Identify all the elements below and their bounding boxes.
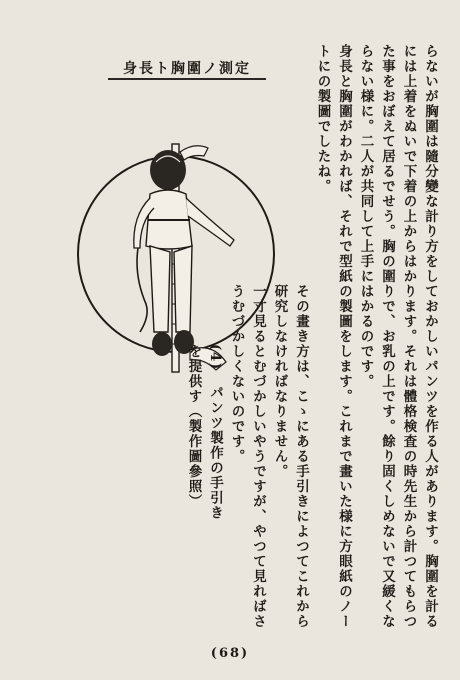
paragraph-pattern-drafting: 身長と胸圍がわかれば、それで型紙の製圖をします。これまで畫いた様に方眼紙のノートにの製圖でしたね。	[314, 44, 352, 629]
body-text	[128, 44, 440, 630]
section-heading: 身長ト胸圍ノ測定	[123, 61, 251, 77]
paragraph-measuring-chest: らないが胸圍は隨分變な計り方をしておかしいパンツを作る人があります。胸圍を計るには上着をぬいで下着の上からはかります。それは體格検査の時先生から計つてもらつた事をおぼえて居るでせう。胸の圍りで、お乳の上です。餘り固くしめないで又緩くならない様に。二人が共同して上手にはかるのです。	[357, 44, 438, 629]
section-number-heading: (4) パンツ製作の手引き	[207, 344, 223, 521]
paragraph-offering: を提供す（製作圖參照）	[185, 344, 202, 509]
page-number: (68)	[210, 646, 250, 661]
paragraph-difficulty: 一寸見るとむづかしいやうですが、やつて見ればさうむづかしくないのです。	[228, 284, 266, 629]
paragraph-guide-study: その畫き方は、こゝにある手引きによつてこれから研究しなければなりません。	[271, 284, 309, 629]
